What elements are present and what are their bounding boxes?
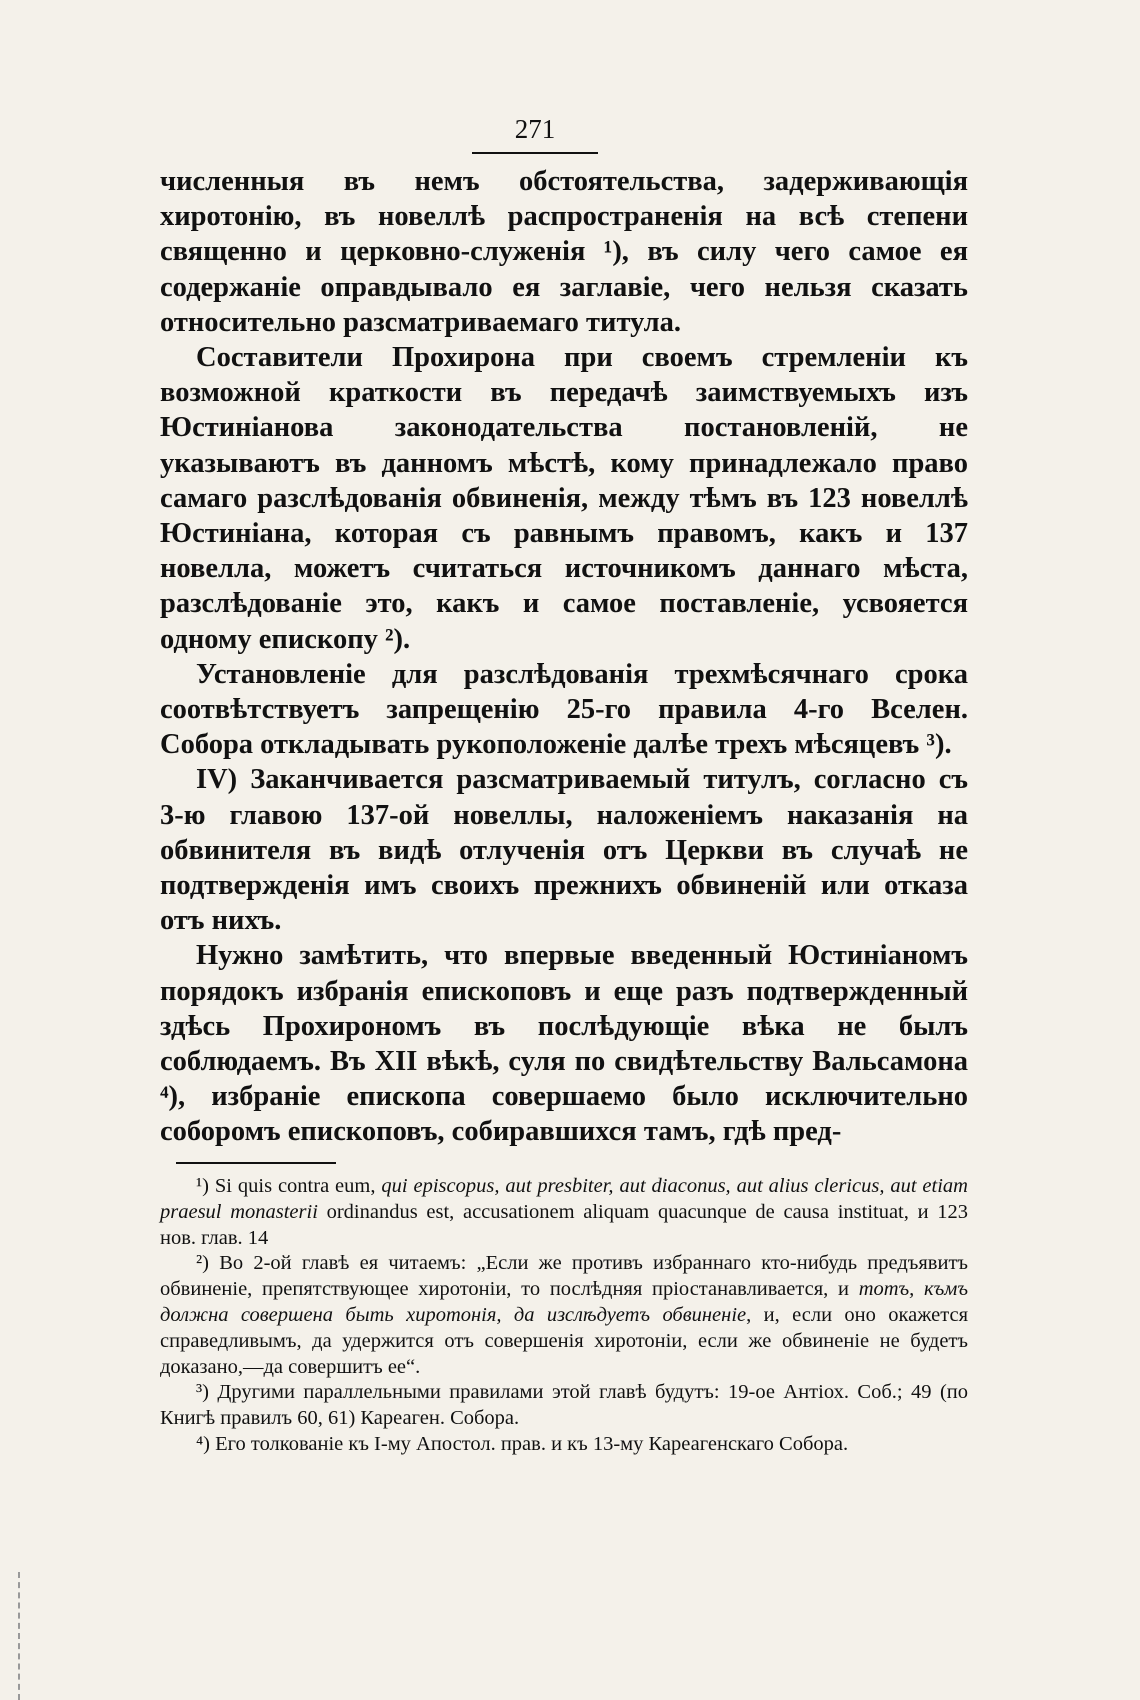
footnote-2-text-a: Во 2-ой главѣ ея читаемъ: „Если же противъ избраннаго кто-нибудь предъявитъ обвиненіе, препятствующее хиротоніи, то послѣдняя пріостанавливается, и xyxy=(160,1252,968,1301)
paragraph-5: Нужно замѣтить, что впервые введенный Юстиніаномъ порядокъ избранія епископовъ и еще разъ подтвержденный здѣсь Прохирономъ въ послѣдующіе вѣка не былъ соблюдаемъ. Въ XII вѣкѣ, суля по свидѣтельству Вальсамона ⁴), избраніе епископа совершаемо было исключительно соборомъ епископовъ, собиравшихся тамъ, гдѣ пред- xyxy=(160,940,968,1148)
header-rule xyxy=(472,152,598,154)
footnote-1 xyxy=(160,1174,968,1251)
footnote-4: ⁴) Его толкованіе къ I-му Апостол. прав. и къ 13-му Кареагенскаго Собора. xyxy=(196,1432,849,1455)
footnote-rule xyxy=(176,1162,336,1164)
main-text xyxy=(160,164,968,1150)
footnote-3: ³) Другими параллельными правилами этой главѣ будутъ: 19-ое Антіох. Соб.; 49 (по Книгѣ правилъ 60, 61) Кареаген. Собора. xyxy=(160,1381,968,1430)
paragraph-1: численныя въ немъ обстоятельства, задерживающія хиротонію, въ новеллѣ распространенія на всѣ степени священно и церковно-служенія ¹), въ силу чего самое ея содержаніе оправдывало ея заглавіе, чего нельзя сказать относительно разсматриваемаго титула. xyxy=(160,166,968,338)
footnote-2 xyxy=(160,1251,968,1380)
paragraph-2: Составители Прохирона при своемъ стремленіи къ возможной краткости въ передачѣ заимствуемыхъ изъ Юстиніанова законодательства постановленій, не указываютъ въ данномъ мѣстѣ, кому принадлежало право самаго разслѣдованія обвиненія, между тѣмъ въ 123 новеллѣ Юстиніана, которая съ равнымъ правомъ, какъ и 137 новелла, можетъ считаться источникомъ даннаго мѣста, разслѣдованіе это, какъ и самое поставленіе, усвояется одному епископу ²). xyxy=(160,342,968,655)
page-number: 271 xyxy=(514,114,556,144)
footnote-2-text-b: , и, если оно окажется справедливымъ, да удержится отъ совершенія хиротоніи, если же обвиненіе не будетъ доказано,—да совершитъ ее“. xyxy=(160,1303,969,1378)
footnote-1-text-b: ordinandus est, accusationem aliquam quacunque de causa instituat, и 123 нов. глав. 14 xyxy=(160,1200,968,1249)
footnote-2-italic: тотъ, къмъ должна совершена быть хиротонія, да изслѣдуетъ обвиненіе xyxy=(160,1278,968,1326)
footnote-2-marker: ²) xyxy=(196,1252,209,1275)
paragraph-3: Установленіе для разслѣдованія трехмѣсячнаго срока соотвѣтствуетъ запрещенію 25-го правила 4-го Вселен. Собора откладывать рукоположеніе далѣе трехъ мѣсяцевъ ³). xyxy=(160,658,968,761)
footnote-1-marker: ¹) xyxy=(196,1175,209,1197)
footnotes xyxy=(160,1174,968,1458)
paragraph-4: IV) Заканчивается разсматриваемый титулъ, согласно съ 3-ю главою 137-ой новеллы, наложеніемъ наказанія на обвинителя въ видѣ отлученія отъ Церкви въ случаѣ не подтвержденія имъ своихъ прежнихъ обвиненій или отказа отъ нихъ. xyxy=(160,764,968,937)
footnote-1-italic: qui episcopus, aut presbiter, aut diaconus, aut alius clericus, aut etiam praesul monasterii xyxy=(160,1175,968,1223)
scan-margin-marks xyxy=(18,1572,22,1700)
footnote-1-text-a: Si quis contra eum, xyxy=(208,1175,382,1197)
